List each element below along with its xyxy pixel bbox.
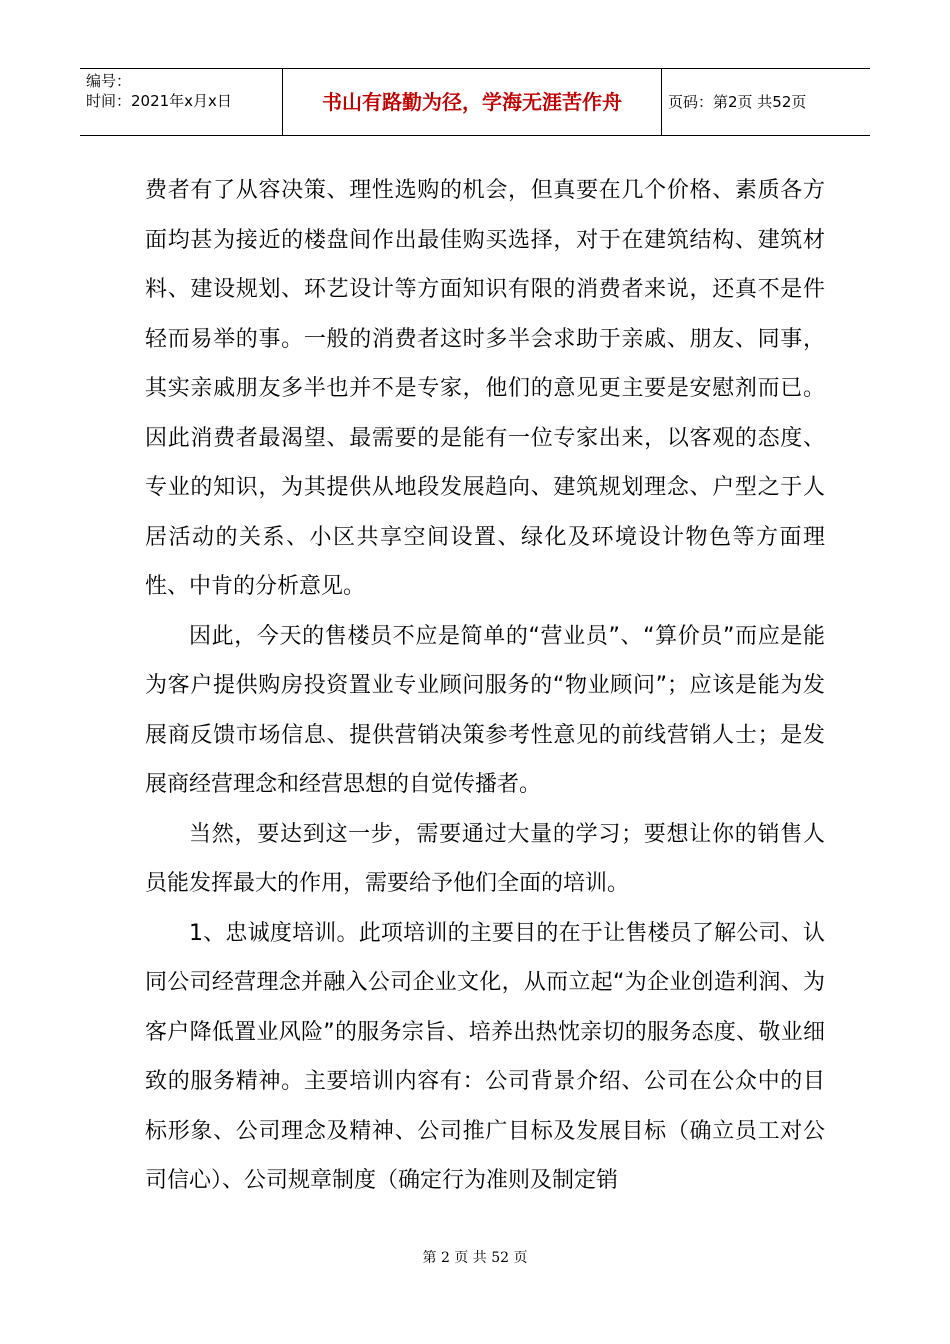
header-page-info: 页码：第2页 共52页 — [668, 93, 807, 111]
header-meta — [80, 69, 283, 135]
document-body — [145, 166, 825, 1206]
body-paragraph: 因此，今天的售楼员不应是简单的“营业员”、“算价员”而应是能为客户提供购房投资置业专业顾问服务的“物业顾问”；应该是能为发展商反馈市场信息、提供营销决策参考性意见的前线营销人士；是发展商经营理念和经营思想的自觉传播者。 — [145, 623, 825, 797]
header-motto: 书山有路勤为径，学海无涯苦作舟 — [283, 69, 662, 135]
document-number-label: 编号： — [86, 72, 132, 90]
body-paragraph: 1、忠诚度培训。此项培训的主要目的在于让售楼员了解公司、认同公司经营理念并融入公司企业文化，从而立起“为企业创造利润、为客户降低置业风险”的服务宗旨、培养出热忱亲切的服务态度、敬业细致的服务精神。主要培训内容有：公司背景介绍、公司在公众中的目标形象、公司理念及精神、公司推广目标及发展目标（确立员工对公司信心）、公司规章制度（确定行为准则及制定销 — [145, 920, 825, 1193]
page-header — [80, 68, 870, 136]
body-paragraph: 费者有了从容决策、理性选购的机会，但真要在几个价格、素质各方面均甚为接近的楼盘间作出最佳购买选择，对于在建筑结构、建筑材料、建设规划、环艺设计等方面知识有限的消费者来说，还真不是件轻而易举的事。一般的消费者这时多半会求助于亲戚、朋友、同事，其实亲戚朋友多半也并不是专家，他们的意见更主要是安慰剂而已。因此消费者最渴望、最需要的是能有一位专家出来，以客观的态度、专业的知识，为其提供从地段发展趋向、建筑规划理念、户型之于人居活动的关系、小区共享空间设置、绿化及环境设计物色等方面理性、中肯的分析意见。 — [145, 178, 825, 599]
body-paragraph: 当然，要达到这一步，需要通过大量的学习；要想让你的销售人员能发挥最大的作用，需要给予他们全面的培训。 — [145, 821, 825, 896]
page-footer: 第 2 页 共 52 页 — [422, 1250, 528, 1266]
document-time-label: 时间：2021年x月x日 — [86, 92, 232, 110]
